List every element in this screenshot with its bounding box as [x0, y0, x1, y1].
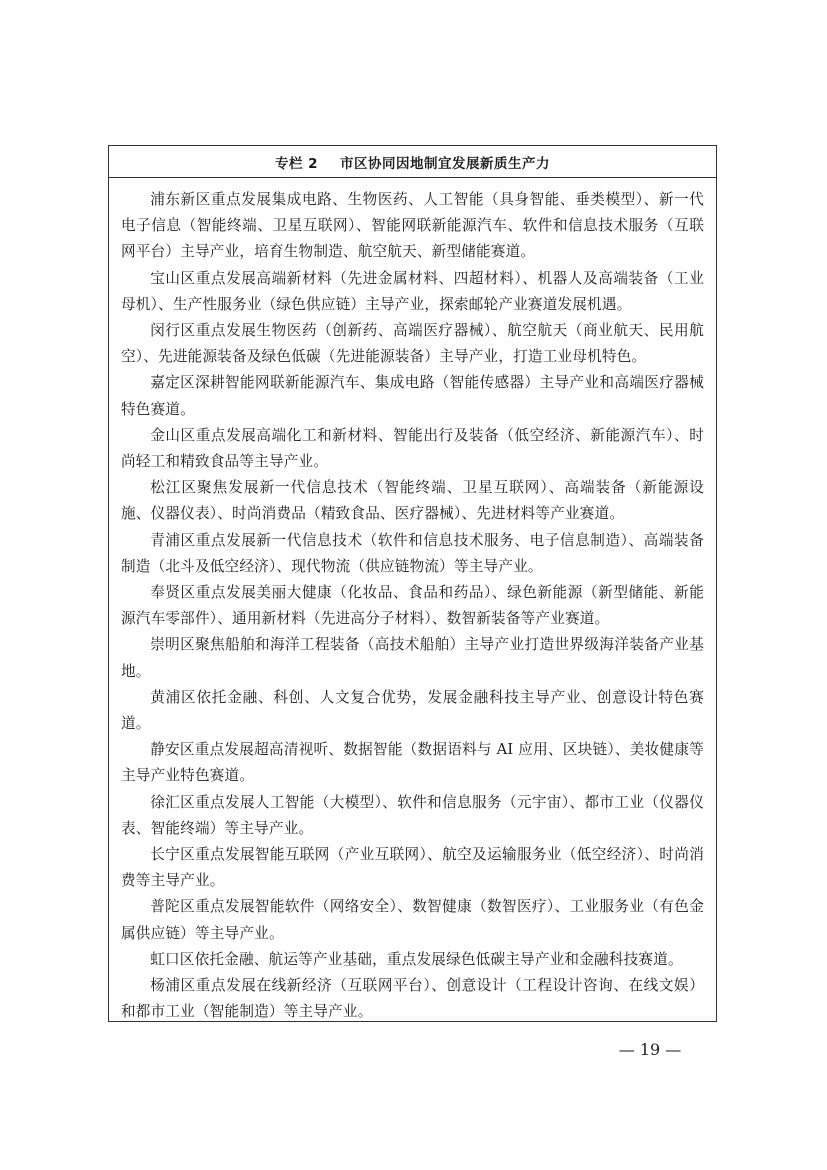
- paragraph-jiading: 嘉定区深耕智能网联新能源汽车、集成电路（智能传感器）主导产业和高端医疗器械特色赛道。: [121, 374, 704, 418]
- paragraph-xuhui: 徐汇区重点发展人工智能（大模型）、软件和信息服务（元宇宙）、都市工业（仪器仪表、智能终端）等主导产业。: [121, 793, 704, 837]
- box-body: [109, 178, 716, 1026]
- paragraph-qingpu: 青浦区重点发展新一代信息技术（软件和信息技术服务、电子信息制造）、高端装备制造（北斗及低空经济）、现代物流（供应链物流）等主导产业。: [121, 531, 704, 575]
- box-header: [109, 146, 716, 178]
- paragraph-hongkou: 虹口区依托金融、航运等产业基础，重点发展绿色低碳主导产业和金融科技赛道。: [150, 950, 683, 968]
- paragraph-songjiang: 松江区聚焦发展新一代信息技术（智能终端、卫星互联网）、高端装备（新能源设施、仪器仪表）、时尚消费品（精致食品、医疗器械）、先进材料等产业赛道。: [121, 479, 704, 523]
- feature-box: [108, 145, 717, 1022]
- paragraph-chongming: 崇明区聚焦船舶和海洋工程装备（高技术船舶）主导产业打造世界级海洋装备产业基地。: [121, 636, 704, 680]
- paragraph-minhang: 闵行区重点发展生物医药（创新药、高端医疗器械）、航空航天（商业航天、民用航空）、先进能源装备及绿色低碳（先进能源装备）主导产业，打造工业母机特色。: [121, 322, 704, 366]
- paragraph-putuo: 普陀区重点发展智能软件（网络安全）、数智健康（数智医疗）、工业服务业（有色金属供应链）等主导产业。: [121, 898, 704, 942]
- paragraph-yangpu: 杨浦区重点发展在线新经济（互联网平台）、创意设计（工程设计咨询、在线文娱）和都市工业（智能制造）等主导产业。: [121, 977, 704, 1021]
- paragraph-fengxian: 奉贤区重点发展美丽大健康（化妆品、食品和药品）、绿色新能源（新型储能、新能源汽车零部件）、通用新材料（先进高分子材料）、数智新装备等产业赛道。: [121, 584, 704, 628]
- page-number: — 19 —: [618, 1040, 682, 1059]
- box-label: 专栏 2: [274, 155, 319, 172]
- paragraph-pudong: 浦东新区重点发展集成电路、生物医药、人工智能（具身智能、垂类模型）、新一代电子信息（智能终端、卫星互联网）、智能网联新能源汽车、软件和信息技术服务（互联网平台）主导产业，培育生物制造、航空航天、新型储能赛道。: [121, 191, 704, 261]
- paragraph-jinshan: 金山区重点发展高端化工和新材料、智能出行及装备（低空经济、新能源汽车）、时尚轻工和精致食品等主导产业。: [121, 426, 704, 471]
- box-title: 市区协同因地制宜发展新质生产力: [340, 155, 551, 172]
- paragraph-jingan: 静安区重点发展超高清视听、数据智能（数据语料与 AI 应用、区块链）、美妆健康等主导产业特色赛道。: [121, 741, 704, 785]
- paragraph-baoshan: 宝山区重点发展高端新材料（先进金属材料、四超材料）、机器人及高端装备（工业母机）、生产性服务业（绿色供应链）主导产业，探索邮轮产业赛道发展机遇。: [121, 269, 704, 313]
- paragraph-changning: 长宁区重点发展智能互联网（产业互联网）、航空及运输服务业（低空经济）、时尚消费等主导产业。: [121, 846, 704, 890]
- paragraph-huangpu: 黄浦区依托金融、科创、人文复合优势，发展金融科技主导产业、创意设计特色赛道。: [121, 688, 704, 733]
